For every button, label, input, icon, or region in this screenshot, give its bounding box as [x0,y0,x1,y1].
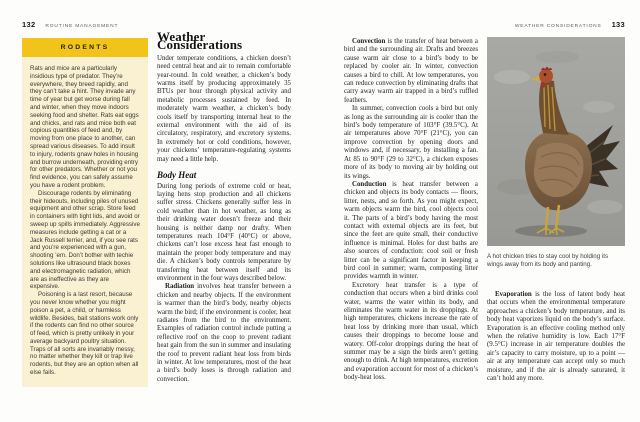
body-paragraph: Under temperate conditions, a chicken doesn’t need central heat and air to remain comfortable year-round. In cold weather, a chicken’s body warms itself by producing approximately 35 BTUs per hour through physical activity and metabolic processes sustained by feed. In moderately warm weather, a chicken’s body cools itself by transporting internal heat to the external environment with the aid of its circulatory, respiratory, and excretory systems. In extremely hot or cold conditions, however, your chickens’ temperature-regulating systems may need a little help. [157,54,291,163]
right-running-head [515,14,625,32]
chicken-photo-illustration [487,37,625,246]
chicken-photo [487,37,625,246]
photo-caption: A hot chicken tries to stay cool by holding its wings away from its body and panting. [487,253,609,268]
keyword-conduction: Conduction [352,180,387,188]
rodents-sidebar-body [22,57,148,387]
sidebar-paragraph: Rats and mice are a particularly insidious type of predator. They’re everywhere, they breed rapidly, and they can’t take a hint. They invade any time of year but get worse during fall and winter, when they move indoors seeking food and shelter. Rats eat eggs and chicks, and rats and mice both eat copious quantities of feed and, by moving from one place to another, can spread various diseases. To add insult to injury, rodents gnaw holes in housing and burrow underneath, providing entry for other predators. Whether or not you find evidence, you can safely assume you have a rodent problem. [30,65,139,189]
rodents-sidebar [22,38,148,395]
left-main-column [157,29,291,384]
paragraph-text: is heat transfer between a chicken and objects its body contacts — floors, litter, nests, and so forth. As you might expect, warm objects warm the bird, cool objects cool it. The parts of a bird’s body having the most contact with external objects are its feet, but since the feet are quite small, their conductive influence is minimal. Holes for dust baths are also sources of conduction: cool soil or fresh litter can be a significant factor in keeping a bird cool in summer; warm, composting litter provides warmth in winter. [344,180,478,281]
body-paragraph: During long periods of extreme cold or heat, laying hens stop production and all chickens suffer stress. Chickens generally suffer less in cold weather than in hot weather, as long as their drinking water doesn’t freeze and their housing is neither damp nor drafty. When temperatures reach 104°F (40°C) or above, chickens can’t lose excess heat fast enough to maintain the proper body temperature and may die. A chicken’s body controls temperature by transferring heat between itself and its environment in the four ways described below. [157,182,291,282]
rodents-sidebar-title: RODENTS [22,38,148,57]
keyword-radiation: Radiation [165,283,195,291]
left-running-title: ROUTINE MANAGEMENT [45,24,119,29]
section-title: Weather Considerations [157,29,243,53]
right-page-number: 133 [611,20,625,29]
right-running-title: WEATHER CONSIDERATIONS [514,24,602,29]
sidebar-paragraph: Discourage rodents by eliminating their hideouts, including piles of unused equipment and other scrap. Store feed in containers with tight lids, and avoid or sweep up spills immediately. Aggressive measures include getting a cat or a Jack Russell terrier, and, if you see rats and you’re experienced with a gun, shooting ’em. Don’t bother with techie solutions like ultrasound black boxes and electromagnetic radiation, which are as ineffective as they are expensive. [30,189,140,291]
right-second-column [487,291,625,383]
subsection-title: Body Heat [157,170,197,181]
paragraph-text: involves heat transfer between a chicken and nearby objects. If the environment is warmer than the bird’s body, nearby objects warm the bird; if the environment is cooler, heat radiates from the bird to the environment. Examples of radiation control include putting a reflective roof on the coop to prevent radiant heat gain from the sun in summer and insulating the roof to prevent radiant heat loss from birds in winter. At low temperatures, most of the heat a bird’s body loses is through radiation and convection. [157,283,291,383]
keyword-evaporation: Evaporation [495,291,532,298]
body-paragraph: Excretory heat transfer is a type of conduction that occurs when a bird drinks cool water, warms the water within its body, and eliminates the warm water in its droppings. At high temperatures, chickens increase the rate of heat loss by drinking more than usual, which causes their droppings to become loose and watery. Off-color droppings during the heat of summer may be a sign the birds aren’t getting enough to drink. At high temperatures, excretion and evaporation account for most of a chicken’s body-heat loss. [344,281,478,382]
body-paragraph [344,181,478,282]
body-paragraph [487,291,625,383]
body-paragraph [344,38,478,105]
paragraph-text: is the loss of latent body heat that occurs when the environmental temperature approaches a chicken’s body temperature, and its body heat vaporizes liquid on the body’s surface. Evaporation is an effective cooling method only when the relative humidity is low. Each 17°F (9.5°C) increase in air temperature doubles the air’s capacity to carry moisture, up to a point — air at any temperature can accept only so much moisture, and if the air is already saturated, it can’t hold any more. [487,291,625,383]
sidebar-paragraph: Poisoning is a last resort, because you never know whether you might poison a pet, a child, or harmless wildlife. Besides, bait stations work only if the rodents can find no other source of feed, which is pretty unlikely in your average backyard poultry situation. Traps of all sorts are invariably messy, no matter whether they kill or trap live rodents, but they are an option when all else fails. [30,291,139,377]
right-first-column [344,38,478,383]
left-running-head [22,14,118,32]
keyword-convection: Convection [352,38,386,45]
paragraph-text: is the transfer of heat between a bird and the surrounding air. Drafts and breezes cause warm air close to a bird’s body to be replaced by cooler air. In winter, convection causes a bird to chill. At low temperatures, you can reduce convection by eliminating drafts that carry away warm air trapped in a bird’s ruffled feathers. [344,38,478,104]
body-paragraph [157,283,291,384]
left-page-number: 132 [22,20,36,29]
body-paragraph: In summer, convection cools a bird but only as long as the surrounding air is cooler than the bird’s body temperature of 103°F (39.5°C). At air temperatures above 70°F (21°C), you can improve convection by opening doors and windows and, if necessary, by installing a fan. At 85 to 90°F (29 to 32°C), a chicken exposes more of its body to moving air by holding out its wings. [344,105,478,180]
